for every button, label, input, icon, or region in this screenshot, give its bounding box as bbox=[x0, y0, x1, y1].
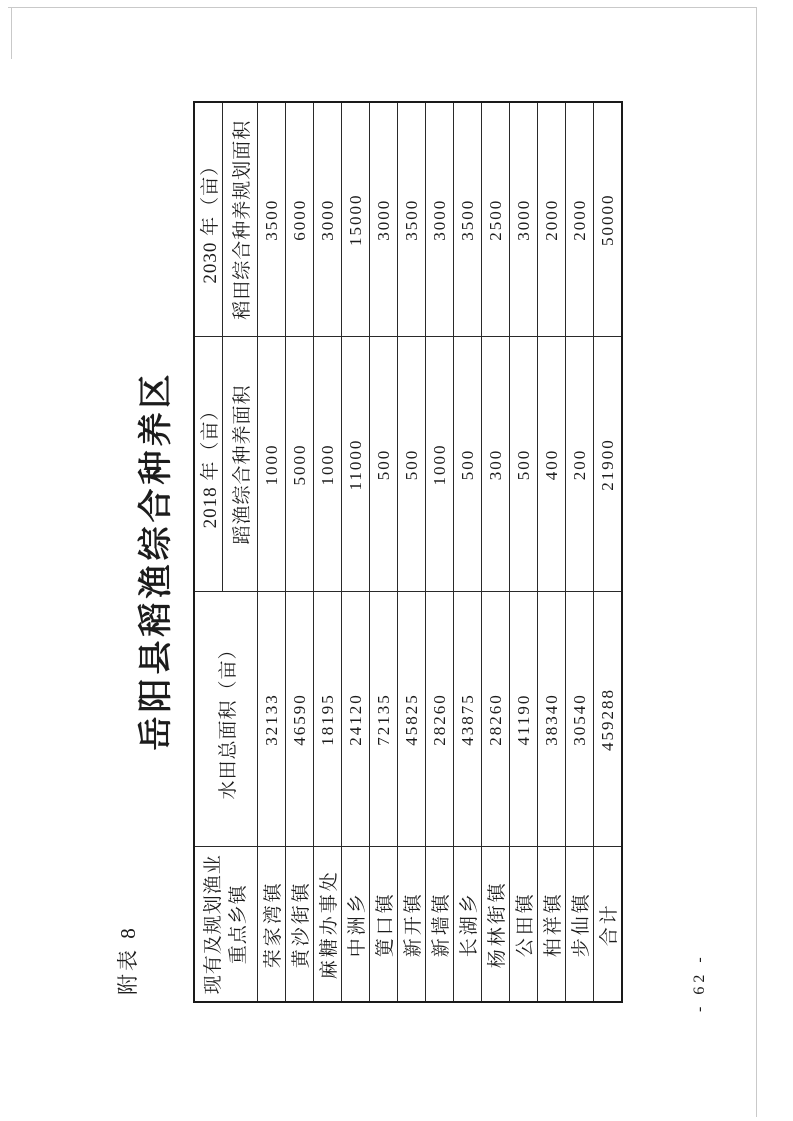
paddy-area-cell: 43875 bbox=[454, 592, 482, 847]
table-row bbox=[538, 102, 566, 1002]
area-2018-cell: 400 bbox=[538, 337, 566, 592]
paddy-area-cell: 459288 bbox=[594, 592, 623, 847]
area-2018-cell: 21900 bbox=[594, 337, 623, 592]
township-name-cell: 步仙镇 bbox=[566, 847, 594, 1002]
page-title: 岳阳县稻渔综合种养区 bbox=[137, 370, 175, 751]
township-name-cell: 麻糖办事处 bbox=[314, 847, 342, 1002]
township-name-cell: 荣家湾镇 bbox=[258, 847, 286, 1002]
township-name-cell: 杨林街镇 bbox=[482, 847, 510, 1002]
area-2030-cell: 3000 bbox=[370, 102, 398, 337]
table-row bbox=[258, 102, 286, 1002]
header-township-cell bbox=[194, 847, 258, 1002]
area-2030-cell: 2000 bbox=[538, 102, 566, 337]
paddy-area-cell: 30540 bbox=[566, 592, 594, 847]
paddy-area-cell: 46590 bbox=[286, 592, 314, 847]
table-row bbox=[510, 102, 538, 1002]
paddy-area-cell: 28260 bbox=[482, 592, 510, 847]
table-row bbox=[398, 102, 426, 1002]
area-2030-cell: 3500 bbox=[258, 102, 286, 337]
area-2030-cell: 2000 bbox=[566, 102, 594, 337]
area-2030-cell: 3000 bbox=[426, 102, 454, 337]
paddy-area-cell: 41190 bbox=[510, 592, 538, 847]
header-paddy-area-cell: 水田总面积（亩） bbox=[194, 592, 258, 847]
table-row bbox=[342, 102, 370, 1002]
township-name-cell: 黄沙街镇 bbox=[286, 847, 314, 1002]
table-row-total bbox=[594, 102, 623, 1002]
township-name-cell: 柏祥镇 bbox=[538, 847, 566, 1002]
township-name-cell: 筻口镇 bbox=[370, 847, 398, 1002]
area-2018-cell: 500 bbox=[510, 337, 538, 592]
area-2030-cell: 3000 bbox=[314, 102, 342, 337]
township-name-cell: 合计 bbox=[594, 847, 623, 1002]
area-2018-cell: 300 bbox=[482, 337, 510, 592]
table-row bbox=[314, 102, 342, 1002]
township-name-cell: 公田镇 bbox=[510, 847, 538, 1002]
paddy-area-cell: 45825 bbox=[398, 592, 426, 847]
area-2030-cell: 3500 bbox=[398, 102, 426, 337]
area-2018-cell: 500 bbox=[398, 337, 426, 592]
area-2018-cell: 1000 bbox=[314, 337, 342, 592]
table-row bbox=[286, 102, 314, 1002]
paddy-area-cell: 18195 bbox=[314, 592, 342, 847]
paddy-area-cell: 72135 bbox=[370, 592, 398, 847]
township-name-cell: 中洲乡 bbox=[342, 847, 370, 1002]
township-name-cell: 新墙镇 bbox=[426, 847, 454, 1002]
township-name-cell: 新开镇 bbox=[398, 847, 426, 1002]
area-2030-cell: 15000 bbox=[342, 102, 370, 337]
area-2018-cell: 200 bbox=[566, 337, 594, 592]
header-2030-year-cell: 2030 年（亩） bbox=[194, 102, 223, 337]
area-2018-cell: 500 bbox=[454, 337, 482, 592]
table-row bbox=[566, 102, 594, 1002]
area-2018-cell: 5000 bbox=[286, 337, 314, 592]
table-row bbox=[482, 102, 510, 1002]
area-2030-cell: 3000 bbox=[510, 102, 538, 337]
header-2030-sub-cell: 稻田综合种养规划面积 bbox=[223, 102, 258, 337]
paddy-area-cell: 38340 bbox=[538, 592, 566, 847]
header-township-line1: 现有及规划渔业 bbox=[203, 854, 224, 995]
paddy-area-cell: 24120 bbox=[342, 592, 370, 847]
appendix-label: 附表 8 bbox=[116, 925, 140, 995]
area-2018-cell: 1000 bbox=[426, 337, 454, 592]
area-2030-cell: 50000 bbox=[594, 102, 623, 337]
area-2030-cell: 6000 bbox=[286, 102, 314, 337]
area-2030-cell: 3500 bbox=[454, 102, 482, 337]
header-2018-year-cell: 2018 年（亩） bbox=[194, 337, 223, 592]
table-row bbox=[426, 102, 454, 1002]
rice-fishery-table bbox=[193, 101, 623, 1003]
area-2018-cell: 1000 bbox=[258, 337, 286, 592]
table-row bbox=[370, 102, 398, 1002]
area-2018-cell: 11000 bbox=[342, 337, 370, 592]
paddy-area-cell: 28260 bbox=[426, 592, 454, 847]
page-number: - 62 - bbox=[691, 953, 708, 1012]
header-row-1 bbox=[194, 102, 223, 1002]
table-row bbox=[454, 102, 482, 1002]
header-2018-sub-cell: 蹈渔综合种养面积 bbox=[223, 337, 258, 592]
township-name-cell: 长湖乡 bbox=[454, 847, 482, 1002]
header-township-line2: 重点乡镇 bbox=[228, 884, 249, 965]
area-2018-cell: 500 bbox=[370, 337, 398, 592]
paddy-area-cell: 32133 bbox=[258, 592, 286, 847]
area-2030-cell: 2500 bbox=[482, 102, 510, 337]
